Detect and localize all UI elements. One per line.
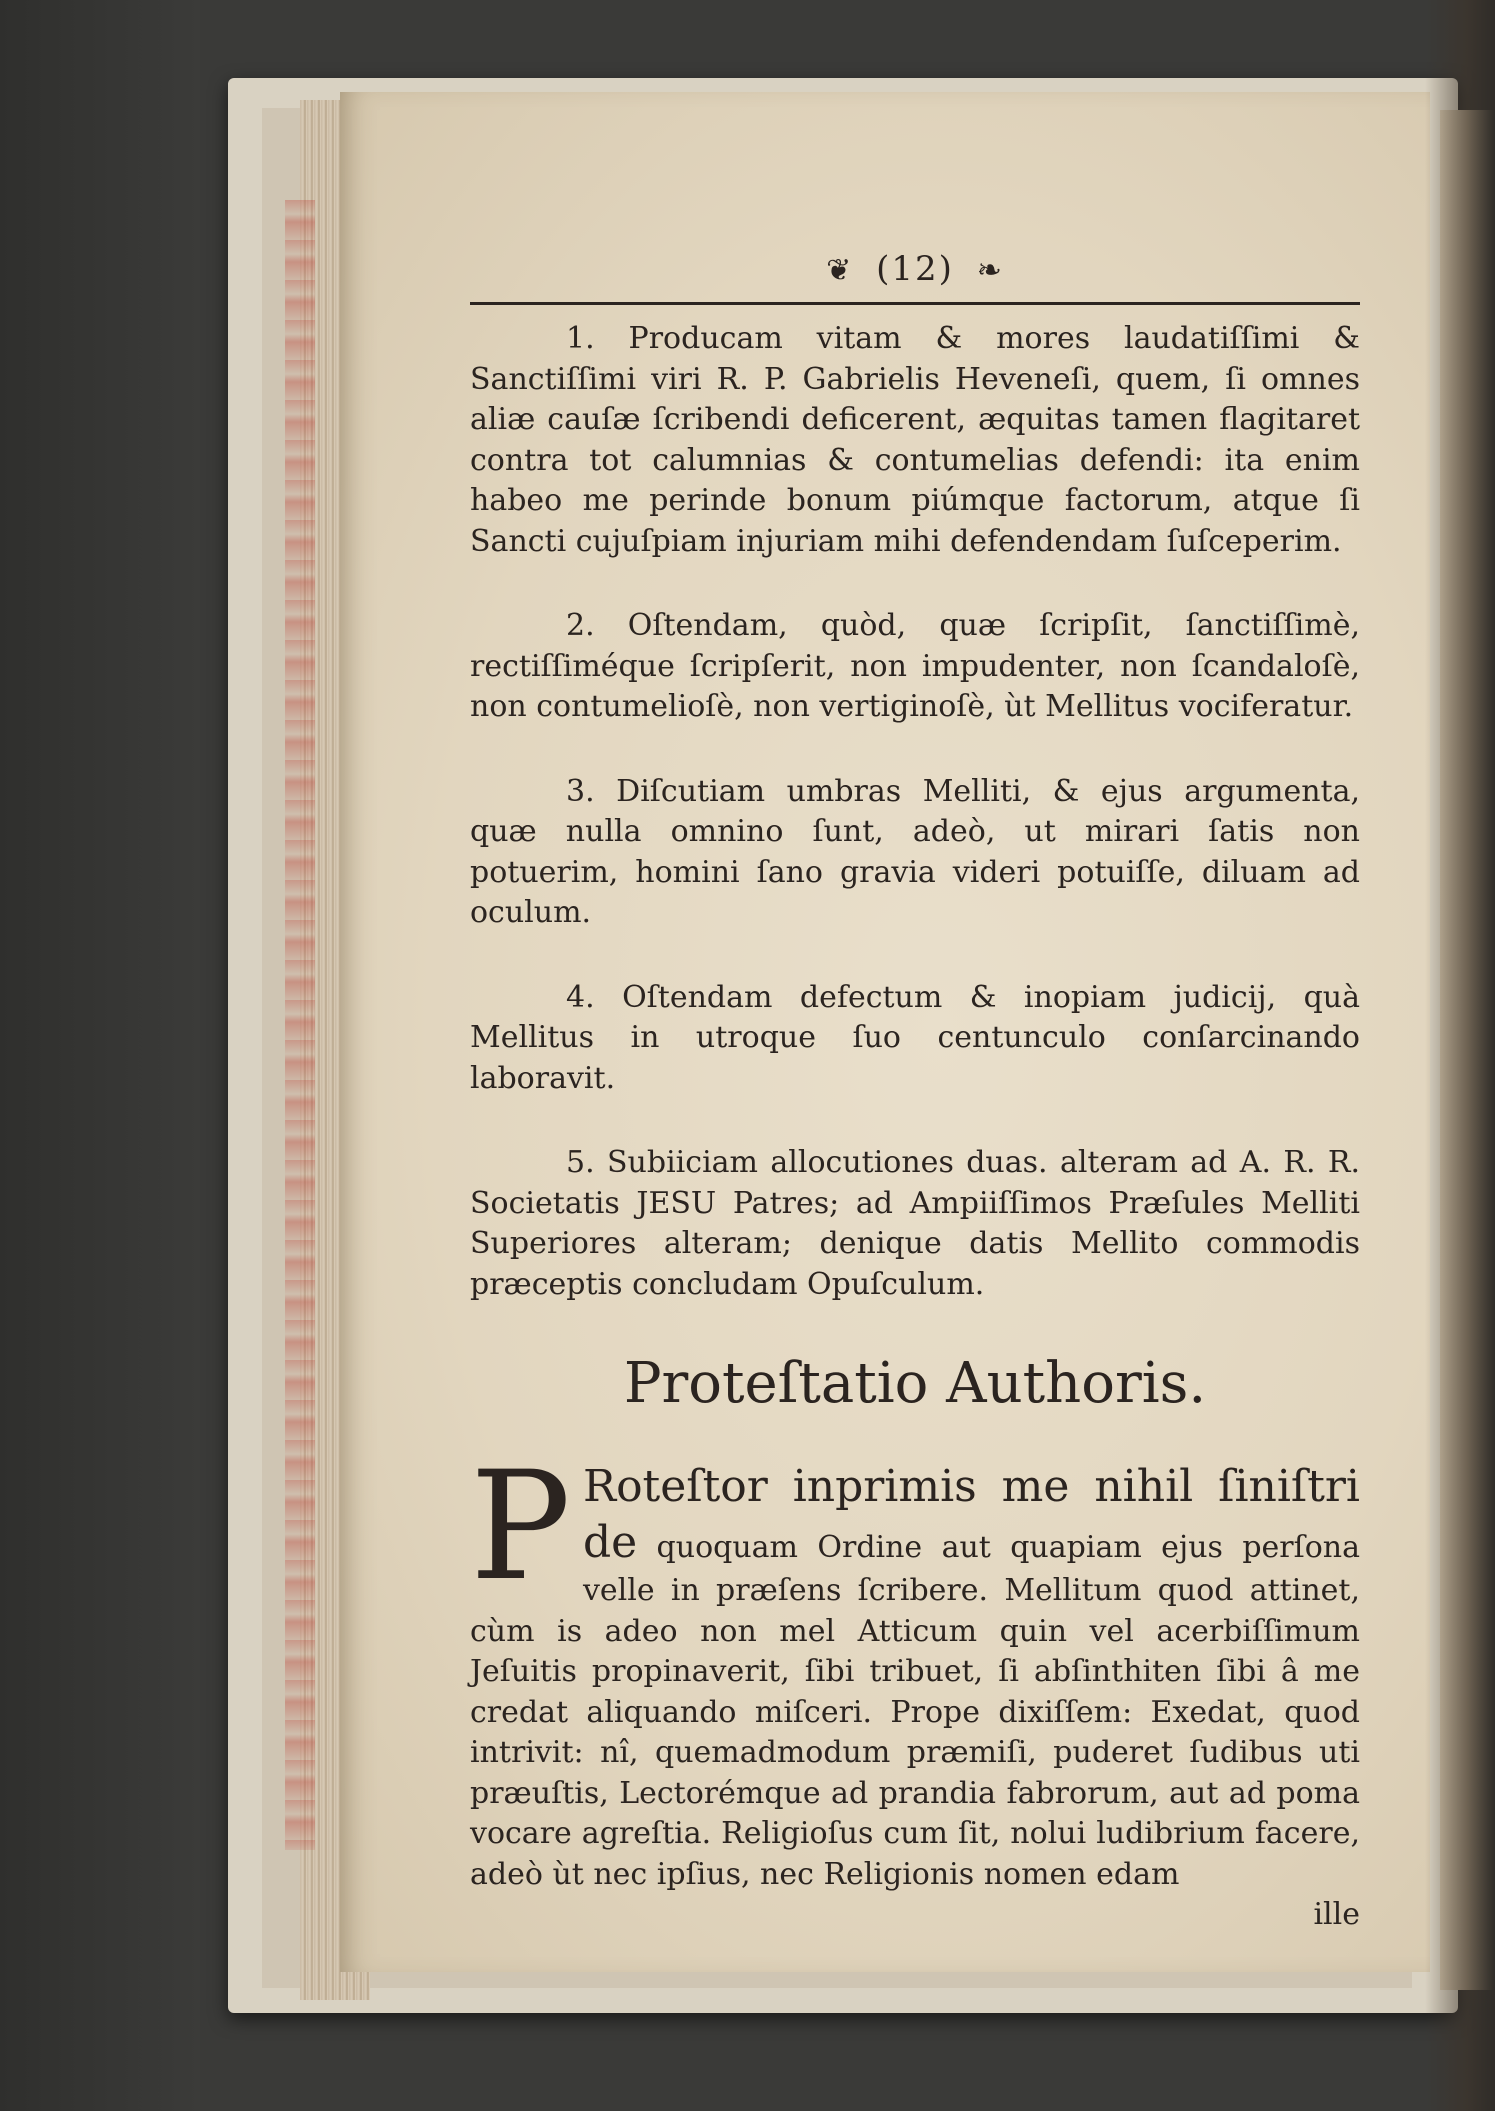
red-page-edge [285,200,315,1850]
drop-cap: P [470,1440,571,1614]
paragraph-3: 3. Diſcutiam umbras Melliti, & ejus argumenta, quæ nulla omnino ſunt, adeò, ut mirari ſatis non potuerim, homini ſano gravia videri potuiſſe, diluam ad oculum. [470,773,1360,930]
protestatio-body [470,1440,1360,1895]
section-heading: Proteſtatio Authoris. [623,1351,1207,1416]
body-text: quoquam Ordine aut quapiam ejus perſona velle in præſens ſcribere. Mellitum quod attinet, cùm is adeo non mel Atticum quin vel acerbiſſimum Jeſuitis propinaverit, ſibi tribuet, ſi abſinthiten ſibi â me credat aliquando miſceri. Prope dixiſſem: Exedat, quod intrivit: nî, quemadmodum præmiſi, puderet ſudibus uti præuſtis, Lectorémque ad prandia fabrorum, aut ad poma vocare agreſtia. Religioſus cum ſit, nolui ludibrium facere, adeò ùt nec ipſius, nec Religionis nomen edam [470,1530,1360,1892]
first-line: Roteſtor inprimis me nihil ſiniſtri de [582,1461,1360,1568]
page-text [470,240,1360,1935]
page-number: (12) [876,249,954,289]
right-shadow [1425,0,1495,2111]
backdrop [0,0,200,2111]
paragraph-4: 4. Oſtendam defectum & inopiam judicij, quà Mellitus in utroque ſuo centunculo conſarcinando laboravit. [470,979,1360,1096]
left-ornament-icon: ❦ [826,253,854,288]
paragraph-5: 5. Subiiciam allocutiones duas. alteram ad A. R. R. Societatis JESU Patres; ad Ampiiſſimos Præſules Melliti Superiores alteram; denique datis Mellito commodis præceptis concludam Opuſculum. [470,1145,1360,1302]
page-header [470,240,1360,298]
catchword: ille [1313,1897,1360,1932]
paragraph-2: 2. Oſtendam, quòd, quæ ſcripſit, ſanctiſſimè, rectiſſiméque ſcripſerit, non impudenter, non ſcandaloſè, non contumelioſè, non vertiginoſè, ùt Mellitus vociferatur. [470,608,1360,724]
paragraph-1: 1. Producam vitam & mores laudatiſſimi & Sanctiſſimi viri R. P. Gabrielis Heveneſi, quem, ſi omnes aliæ cauſæ ſcribendi deficerent, æquitas tamen flagitaret contra tot calumnias & contumelias defendi: ita enim habeo me perinde bonum piúmque factorum, atque ſi Sancti cujuſpiam injuriam mihi defendendam ſuſceperim. [470,321,1360,559]
right-ornament-icon: ❧ [976,253,1004,288]
header-rule [470,302,1360,305]
